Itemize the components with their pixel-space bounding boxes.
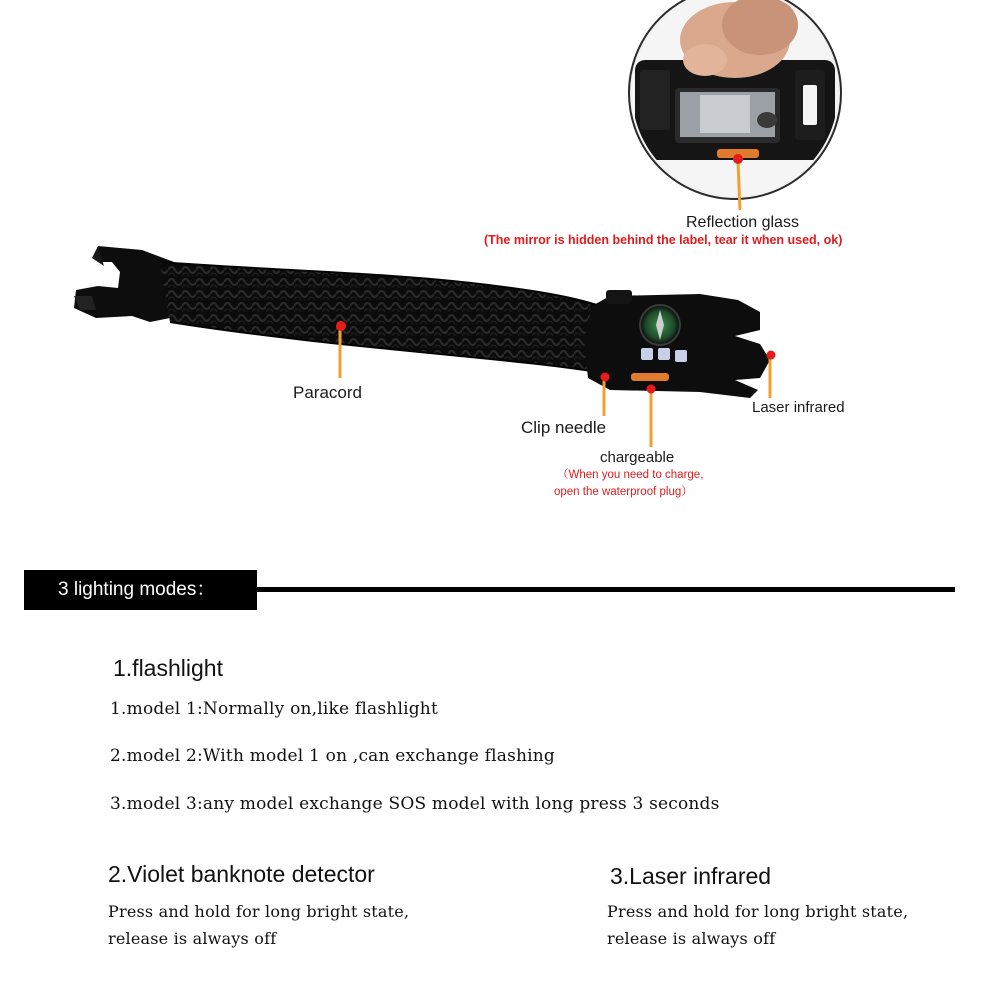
section-divider [257,587,955,592]
paracord-dot [336,321,346,331]
leader-line [738,161,740,210]
callout-reflection-note: (The mirror is hidden behind the label, tear it when used, ok) [484,233,843,247]
callout-paracord: Paracord [293,383,362,402]
list-item: 2.model 2:With model 1 on ,can exchange flashing [110,746,556,766]
callout-chargeable: chargeable [600,449,675,466]
callout-laser-infrared: Laser infrared [752,399,845,416]
section-title: 3 lighting modes： [24,570,257,610]
violet-heading: 2.Violet banknote detector [108,861,375,887]
laser-description-line1: Press and hold for long bright state, [607,902,909,921]
violet-description-line2: release is always off [108,929,277,948]
list-item: 1.model 1:Normally on,like flashlight [110,699,438,719]
callout-clip-needle: Clip needle [521,418,607,437]
flashlight-heading: 1.flashlight [113,655,223,681]
magnified-inset [620,0,860,200]
callout-reflection-glass: Reflection glass [686,214,799,231]
paracord-braid [160,262,600,372]
violet-description-line1: Press and hold for long bright state, [108,902,410,921]
right-module [584,290,770,398]
reflection-dot [733,154,743,164]
callout-charge-note-line1: （When you need to charge, [557,469,704,481]
laser-description-line2: release is always off [607,929,776,948]
charging-plug [631,373,669,381]
list-item: 3.model 3:any model exchange SOS model with long press 3 seconds [110,794,720,814]
chargeable-dot [647,385,656,394]
laser-dot [767,351,776,360]
laser-heading: 3.Laser infrared [610,863,772,889]
clip-needle-dot [601,373,610,382]
callout-charge-note-line2: open the waterproof plug） [554,486,693,498]
